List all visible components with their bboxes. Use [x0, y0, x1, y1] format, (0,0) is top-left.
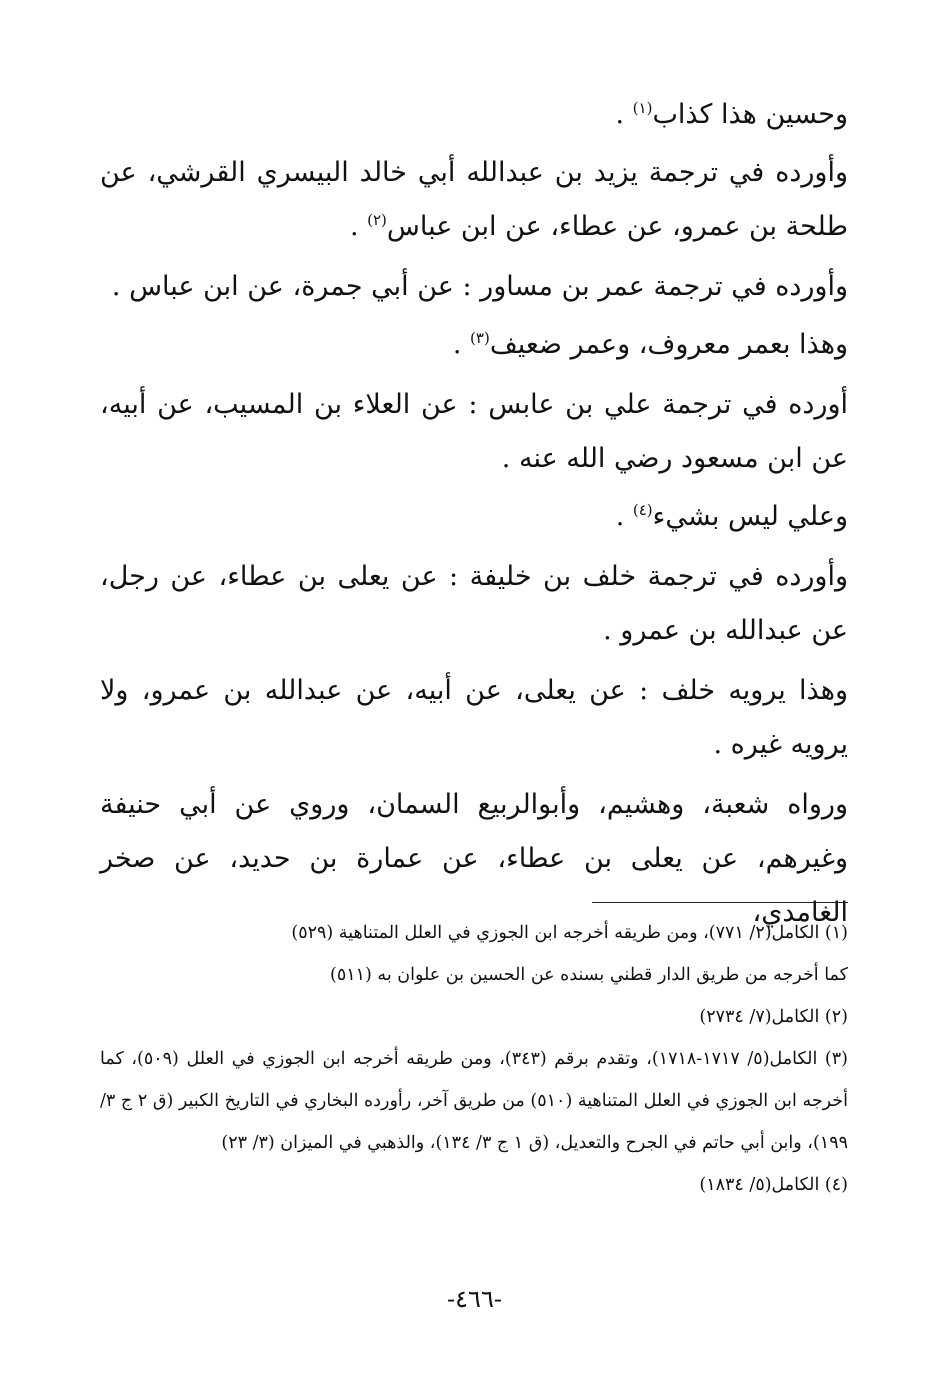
- paragraph-7: وأورده في ترجمة خلف بن خليفة : عن يعلى بن عطاء، عن رجل، عن عبدالله بن عمرو .: [100, 561, 848, 646]
- footnote-1: (١) الكامل(٢/ ٧٧١)، ومن طريقه أخرجه ابن الجوزي في العلل المتناهية (٥٢٩): [291, 923, 848, 943]
- footnote-2: (٢) الكامل(٧/ ٢٧٣٤): [699, 1007, 848, 1027]
- footnote-divider: [592, 902, 848, 903]
- paragraph-8: وهذا يرويه خلف : عن يعلى، عن أبيه، عن عبدالله بن عمرو، ولا يرويه غيره .: [100, 675, 848, 760]
- paragraph-3: وأورده في ترجمة عمر بن مساور : عن أبي جمرة، عن ابن عباس .: [111, 271, 848, 302]
- paragraph-2: وأورده في ترجمة يزيد بن عبدالله أبي خالد البيسري القرشي، عن طلحة بن عمرو، عن عطاء، عن ابن عباس$^{(٢)}$ .: [100, 157, 848, 242]
- paragraph-4: وهذا بعمر معروف، وعمر ضعيف$^{(٣)}$ .: [452, 329, 848, 360]
- page-number: -٤٦٦-: [447, 1285, 502, 1313]
- footnote-4: (٤) الكامل(٥/ ١٨٣٤): [699, 1175, 848, 1195]
- footnote-ref-1: (١): [632, 99, 653, 117]
- footnote-ref-3: (٣): [470, 329, 490, 347]
- footnote-3: (٣) الكامل(٥/ ١٧١٧-١٧١٨)، وتقدم برقم (٣٤٣)، ومن طريقه أخرجه ابن الجوزي في العلل (٥٠٩)، كما أخرجه ابن الجوزي في العلل المتناهية (٥١٠) من طريق آخر، رأورده البخاري في التاريخ الكبير (ق ٢ ج ٣/ ١٩٩)، وابن أبي حاتم في الجرح والتعديل، (ق ١ ج ٣/ ١٣٤)، والذهبي في الميزان (٣/ ٢٣): [100, 1049, 848, 1153]
- footnote-ref-2: (٢): [367, 211, 387, 229]
- paragraph-9: ورواه شعبة، وهشيم، وأبوالربيع السمان، وروي عن أبي حنيفة وغيرهم، عن يعلى بن عطاء، عن عمارة بن حديد، عن صخر الغامدي،: [100, 789, 848, 928]
- footnote-1-continued: كما أخرجه من طريق الدار قطني بسنده عن الحسين بن علوان به (٥١١): [330, 965, 848, 985]
- paragraph-6: وعلي ليس بشيء$^{(٤)}$ .: [615, 501, 848, 532]
- paragraph-5: أورده في ترجمة علي بن عابس : عن العلاء بن المسيب، عن أبيه، عن ابن مسعود رضي الله عنه .: [100, 389, 848, 474]
- footnote-ref-4: (٤): [632, 501, 653, 519]
- paragraph-1: وحسين هذا كذاب$^{(١)}$ .: [615, 99, 848, 130]
- footnotes: [100, 912, 848, 1206]
- main-text: [100, 88, 848, 946]
